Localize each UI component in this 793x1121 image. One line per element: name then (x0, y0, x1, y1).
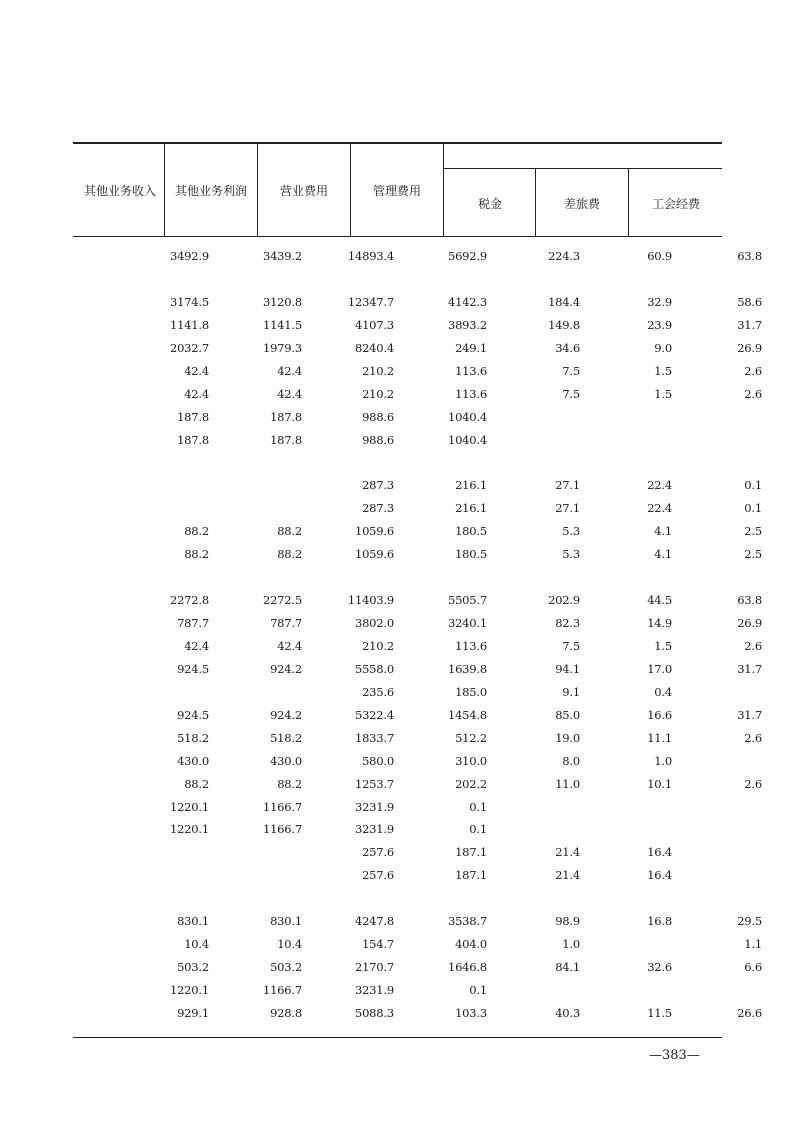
header-sub-rule (443, 168, 722, 169)
table-cell: 4247.8 (354, 914, 394, 929)
table-cell: 1454.8 (447, 707, 487, 722)
table-row (73, 1005, 762, 1029)
page-number: —383— (649, 1048, 700, 1063)
header-bottom-rule (73, 236, 722, 237)
table-row (73, 294, 762, 318)
table-cell: 187.8 (177, 409, 209, 424)
table-cell: 103.3 (455, 1005, 487, 1020)
table-cell: 5322.4 (354, 707, 394, 722)
table-row (73, 685, 722, 708)
column-divider (535, 168, 536, 237)
table-cell: 924.2 (270, 707, 302, 722)
table-cell: 1220.1 (169, 822, 209, 837)
table-cell: 257.6 (362, 845, 394, 860)
table-cell: 4142.3 (447, 294, 487, 309)
table-top-rule (73, 142, 722, 144)
table-row (73, 960, 762, 983)
table-cell: 512.2 (455, 730, 487, 745)
table-row (73, 340, 762, 364)
table-row (73, 501, 762, 524)
table-cell: 31.7 (737, 707, 762, 722)
table-cell: 14893.4 (347, 249, 394, 263)
table-cell: 3174.5 (169, 294, 209, 309)
table-cell: 1040.4 (447, 432, 487, 447)
table-cell: 1166.7 (262, 983, 302, 997)
table-cell: 187.8 (270, 409, 302, 424)
table-cell: 98.9 (555, 914, 580, 929)
table-cell: 430.0 (270, 753, 302, 768)
table-cell: 580.0 (362, 753, 394, 768)
table-cell: 4107.3 (354, 317, 394, 332)
table-cell: 2.6 (744, 363, 762, 378)
table-cell: 2032.7 (169, 340, 209, 355)
table-cell: 1166.7 (262, 799, 302, 814)
table-cell: 8.0 (562, 753, 580, 768)
table-cell: 88.2 (184, 776, 209, 791)
table-cell: 26.6 (737, 1005, 762, 1020)
table-cell: 929.1 (177, 1005, 209, 1020)
table-cell: 3240.1 (447, 616, 487, 630)
table-cell: 44.5 (647, 593, 672, 608)
table-cell: 518.2 (270, 730, 302, 745)
table-cell: 830.1 (177, 914, 209, 929)
table-cell: 21.4 (555, 868, 580, 883)
header-union-fees: 工会经费 (651, 197, 700, 211)
table-row (73, 914, 762, 937)
table-cell: 5.3 (562, 524, 580, 539)
table-cell: 154.7 (362, 937, 394, 952)
table-cell: 1220.1 (169, 983, 209, 997)
column-divider (164, 142, 165, 237)
table-cell: 210.2 (362, 363, 394, 378)
table-row (73, 547, 762, 570)
table-cell: 3802.0 (354, 616, 394, 630)
table-cell: 0.1 (469, 983, 487, 997)
table-cell: 88.2 (184, 524, 209, 539)
table-cell: 1.1 (744, 937, 762, 952)
table-row (73, 478, 762, 501)
table-cell: 5.3 (562, 547, 580, 562)
table-cell: 1141.8 (169, 317, 209, 332)
table-row (73, 983, 722, 1006)
table-cell: 988.6 (362, 409, 394, 424)
table-cell: 31.7 (737, 317, 762, 332)
table-cell: 10.4 (184, 937, 209, 952)
header-operating-expenses: 营业费用 (279, 184, 328, 198)
table-cell: 113.6 (455, 386, 487, 401)
table-row (73, 317, 762, 341)
table-cell: 3120.8 (262, 294, 302, 309)
table-cell: 88.2 (184, 547, 209, 562)
table-cell: 84.1 (555, 960, 580, 975)
table-row (73, 868, 722, 891)
column-divider (257, 142, 258, 237)
table-row (73, 776, 762, 800)
table-cell: 2.5 (744, 524, 762, 539)
table-cell: 2.6 (744, 638, 762, 653)
table-cell: 3439.2 (262, 249, 302, 263)
table-cell: 22.4 (647, 501, 672, 516)
table-cell: 1979.3 (262, 340, 302, 355)
table-cell: 3231.9 (354, 799, 394, 814)
table-cell: 1833.7 (354, 730, 394, 745)
table-cell: 88.2 (277, 776, 302, 791)
table-cell: 187.8 (270, 432, 302, 447)
table-row (73, 363, 762, 387)
table-cell: 503.2 (177, 960, 209, 975)
table-cell: 42.4 (184, 386, 209, 401)
table-cell: 31.7 (737, 661, 762, 676)
table-cell: 58.6 (737, 294, 762, 309)
table-cell: 27.1 (555, 478, 580, 493)
table-cell: 257.6 (362, 868, 394, 883)
table-cell: 21.4 (555, 845, 580, 860)
table-cell: 216.1 (455, 501, 487, 516)
header-other-business-profit: 其他业务利润 (174, 184, 247, 198)
table-cell: 2.6 (744, 730, 762, 745)
table-cell: 1141.5 (262, 317, 302, 332)
table-cell: 2.6 (744, 776, 762, 791)
table-cell: 224.3 (548, 249, 580, 263)
table-cell: 1253.7 (354, 776, 394, 791)
table-cell: 60.9 (647, 249, 672, 263)
table-cell: 27.1 (555, 501, 580, 516)
table-cell: 287.3 (362, 478, 394, 493)
table-cell: 0.1 (744, 501, 762, 516)
column-divider (443, 142, 444, 237)
table-cell: 22.4 (647, 478, 672, 493)
header-other-business-income: 其他业务收入 (83, 184, 156, 198)
table-row (73, 433, 722, 456)
table-cell: 42.4 (184, 363, 209, 378)
table-row (73, 937, 762, 960)
table-cell: 3231.9 (354, 983, 394, 997)
table-row (73, 845, 722, 868)
table-cell: 11.5 (647, 1005, 672, 1020)
table-cell: 26.9 (737, 340, 762, 355)
table-cell: 404.0 (455, 937, 487, 952)
table-cell: 1059.6 (354, 547, 394, 562)
table-cell: 9.1 (562, 684, 580, 699)
table-cell: 19.0 (555, 730, 580, 745)
table-cell: 10.4 (277, 937, 302, 952)
table-cell: 1646.8 (447, 960, 487, 975)
table-row (73, 730, 762, 754)
table-cell: 8240.4 (354, 340, 394, 355)
table-cell: 11.0 (555, 776, 580, 791)
table-cell: 187.1 (455, 868, 487, 883)
table-row (73, 455, 722, 478)
table-cell: 202.9 (548, 593, 580, 608)
table-cell: 113.6 (455, 363, 487, 378)
table-cell: 32.6 (647, 960, 672, 975)
table-row (73, 386, 762, 410)
table-cell: 1166.7 (262, 822, 302, 837)
table-cell: 42.4 (184, 638, 209, 653)
table-row (73, 800, 722, 823)
table-row (73, 707, 762, 731)
table-cell: 924.2 (270, 661, 302, 676)
table-row (73, 616, 762, 639)
table-cell: 3893.2 (447, 317, 487, 332)
table-cell: 82.3 (555, 616, 580, 630)
table-cell: 11.1 (647, 730, 672, 745)
table-cell: 42.4 (277, 363, 302, 378)
table-cell: 7.5 (562, 386, 580, 401)
table-cell: 310.0 (455, 753, 487, 768)
column-divider (628, 168, 629, 237)
table-row (73, 593, 762, 616)
table-cell: 7.5 (562, 363, 580, 378)
table-cell: 42.4 (277, 638, 302, 653)
table-cell: 16.4 (647, 845, 672, 860)
header-taxes: 税金 (477, 197, 502, 211)
table-cell: 988.6 (362, 432, 394, 447)
table-cell: 2272.8 (169, 593, 209, 608)
table-cell: 787.7 (177, 616, 209, 630)
table-cell: 830.1 (270, 914, 302, 929)
table-cell: 1059.6 (354, 524, 394, 539)
table-cell: 180.5 (455, 547, 487, 562)
table-cell: 184.4 (548, 294, 580, 309)
table-cell: 5558.0 (354, 661, 394, 676)
table-row (73, 638, 762, 662)
header-travel-expenses: 差旅费 (563, 197, 600, 211)
table-cell: 149.8 (548, 317, 580, 332)
table-cell: 10.1 (647, 776, 672, 791)
table-cell: 3231.9 (354, 822, 394, 837)
table-cell: 187.1 (455, 845, 487, 860)
table-cell: 16.8 (647, 914, 672, 929)
table-cell: 185.0 (455, 684, 487, 699)
table-cell: 9.0 (654, 340, 672, 355)
table-cell: 187.8 (177, 432, 209, 447)
table-row (73, 249, 762, 272)
table-cell: 503.2 (270, 960, 302, 975)
table-cell: 1220.1 (169, 799, 209, 814)
table-cell: 430.0 (177, 753, 209, 768)
table-row (73, 524, 762, 547)
table-cell: 5692.9 (447, 249, 487, 263)
table-cell: 1.0 (562, 937, 580, 952)
table-cell: 14.9 (647, 616, 672, 630)
table-cell: 34.6 (555, 340, 580, 355)
table-cell: 0.1 (744, 478, 762, 493)
table-cell: 2170.7 (354, 960, 394, 975)
table-cell: 235.6 (362, 684, 394, 699)
table-cell: 17.0 (647, 661, 672, 676)
table-cell: 42.4 (277, 386, 302, 401)
table-cell: 12347.7 (347, 294, 394, 309)
table-row (73, 272, 722, 295)
table-row (73, 661, 762, 685)
table-bottom-rule (73, 1037, 722, 1038)
table-cell: 4.1 (654, 524, 672, 539)
table-cell: 1639.8 (447, 661, 487, 676)
table-cell: 924.5 (177, 661, 209, 676)
table-cell: 5088.3 (354, 1005, 394, 1020)
table-cell: 1040.4 (447, 409, 487, 424)
table-cell: 29.5 (737, 914, 762, 929)
table-cell: 4.1 (654, 547, 672, 562)
table-cell: 11403.9 (347, 593, 394, 608)
table-cell: 210.2 (362, 638, 394, 653)
table-cell: 23.9 (647, 317, 672, 332)
table-cell: 16.6 (647, 707, 672, 722)
header-management-expenses: 管理费用 (372, 184, 421, 198)
table-cell: 6.6 (744, 960, 762, 975)
table-cell: 3492.9 (169, 249, 209, 263)
table-cell: 63.8 (737, 593, 762, 608)
table-cell: 210.2 (362, 386, 394, 401)
table-cell: 287.3 (362, 501, 394, 516)
table-cell: 88.2 (277, 524, 302, 539)
table-cell: 0.1 (469, 799, 487, 814)
table-cell: 63.8 (737, 249, 762, 263)
table-cell: 2272.5 (262, 593, 302, 608)
table-cell: 0.4 (654, 684, 672, 699)
table-cell: 249.1 (455, 340, 487, 355)
table-row (73, 410, 722, 433)
table-cell: 1.5 (654, 363, 672, 378)
table-row (73, 570, 722, 593)
table-cell: 0.1 (469, 822, 487, 837)
table-cell: 1.5 (654, 638, 672, 653)
table-cell: 2.5 (744, 547, 762, 562)
table-cell: 928.8 (270, 1005, 302, 1020)
table-cell: 2.6 (744, 386, 762, 401)
table-cell: 3538.7 (447, 914, 487, 929)
column-divider (350, 142, 351, 237)
table-body (73, 249, 762, 1029)
table-cell: 924.5 (177, 707, 209, 722)
table-cell: 85.0 (555, 707, 580, 722)
table-cell: 40.3 (555, 1005, 580, 1020)
table-cell: 5505.7 (447, 593, 487, 608)
table-cell: 26.9 (737, 616, 762, 630)
table-cell: 202.2 (455, 776, 487, 791)
table-cell: 113.6 (455, 638, 487, 653)
table-cell: 787.7 (270, 616, 302, 630)
table-row (73, 822, 722, 845)
table-cell: 88.2 (277, 547, 302, 562)
table-cell: 94.1 (555, 661, 580, 676)
table-cell: 7.5 (562, 638, 580, 653)
table-row (73, 754, 722, 777)
table-cell: 216.1 (455, 478, 487, 493)
table-cell: 16.4 (647, 868, 672, 883)
table-cell: 32.9 (647, 294, 672, 309)
table-cell: 180.5 (455, 524, 487, 539)
table-cell: 1.0 (654, 753, 672, 768)
table-cell: 1.5 (654, 386, 672, 401)
table-cell: 518.2 (177, 730, 209, 745)
table-row (73, 891, 722, 914)
